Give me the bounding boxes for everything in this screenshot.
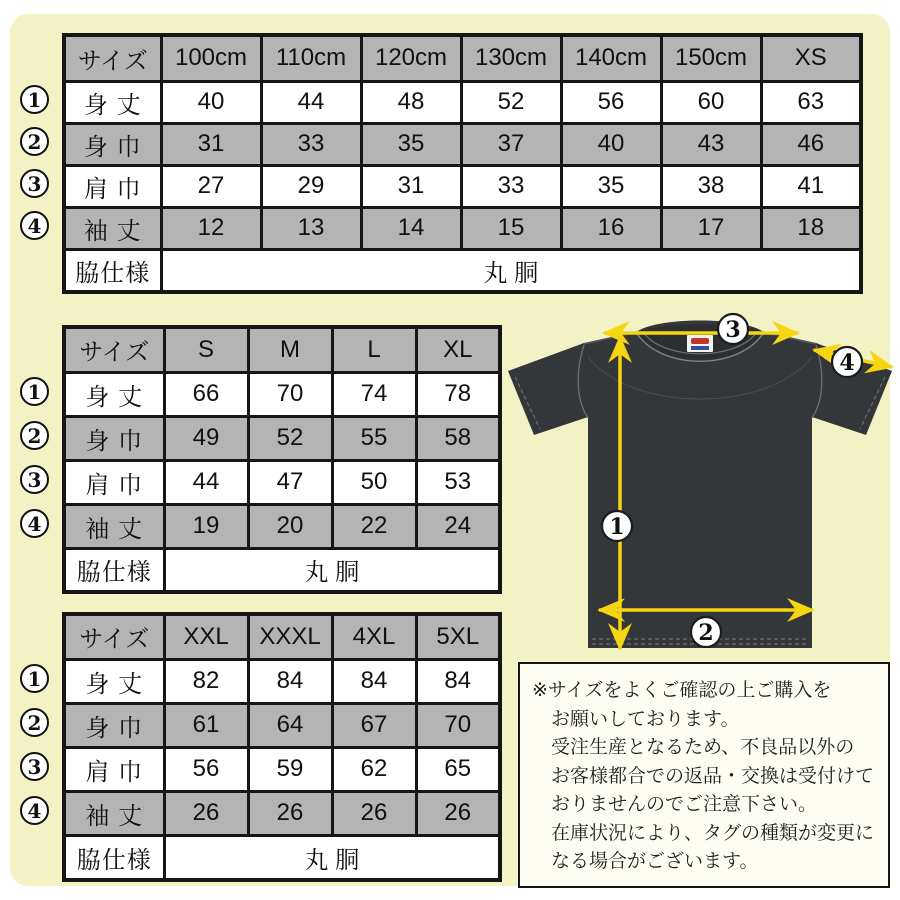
measure-value-cell: 67 [332,703,416,747]
size-column-header: S [164,327,248,372]
measure-value-cell: 26 [248,791,332,835]
measure-value-cell: 62 [332,747,416,791]
measure-value-cell: 70 [416,703,500,747]
side-spec-value: 丸 胴 [164,835,500,880]
row-marker-2: 2 [20,127,49,156]
tshirt-measure-diagram [500,305,900,660]
measure-value-cell: 13 [261,207,361,249]
kids-size-table [62,33,863,294]
measure-row-label: 身 巾 [64,123,161,165]
size-column-header: XXL [164,614,248,659]
big-row-markers [20,612,54,882]
measure-value-cell: 84 [416,659,500,703]
measure-value-cell: 52 [248,416,332,460]
measure-row-label: 身 巾 [64,416,164,460]
measure-value-cell: 27 [161,165,261,207]
size-header-label: サイズ [64,614,164,659]
measure-value-cell: 40 [561,123,661,165]
note-line: お客様都合での返品・交換は受付けて [551,765,875,787]
size-header-label: サイズ [64,327,164,372]
row-marker-4: 4 [20,796,49,825]
measure-value-cell: 61 [164,703,248,747]
note-line: おりませんのでご注意下さい。 [551,794,818,815]
measure-value-cell: 29 [261,165,361,207]
side-spec-label: 脇仕様 [64,249,161,292]
size-column-header: 150cm [661,35,761,81]
diagram-marker-2-label: 2 [698,620,714,646]
row-marker-3: 3 [20,465,49,494]
row-marker-4: 4 [20,211,49,240]
size-column-header: 140cm [561,35,661,81]
measure-value-cell: 16 [561,207,661,249]
measure-value-cell: 70 [248,372,332,416]
measure-value-cell: 33 [261,123,361,165]
measure-row-label: 袖 丈 [64,207,161,249]
measure-value-cell: 55 [332,416,416,460]
diagram-marker-3-label: 3 [725,317,741,343]
diagram-marker-1-label: 1 [609,514,625,540]
measure-value-cell: 56 [561,81,661,123]
measure-value-cell: 56 [164,747,248,791]
measure-value-cell: 65 [416,747,500,791]
measure-value-cell: 78 [416,372,500,416]
measure-value-cell: 22 [332,504,416,548]
size-column-header: XS [761,35,861,81]
side-spec-label: 脇仕様 [64,835,164,880]
measure-value-cell: 58 [416,416,500,460]
measure-value-cell: 46 [761,123,861,165]
size-header-label: サイズ [64,35,161,81]
big-size-table [62,612,502,882]
size-column-header: L [332,327,416,372]
measure-value-cell: 17 [661,207,761,249]
measure-value-cell: 26 [332,791,416,835]
measure-value-cell: 47 [248,460,332,504]
size-column-header: 110cm [261,35,361,81]
adult-size-table-block [27,325,498,594]
measure-row-label: 身 丈 [64,81,161,123]
measure-row-label: 身 丈 [64,659,164,703]
note-line: ※サイズをよくご確認の上ご購入を [532,680,832,701]
side-spec-value: 丸 胴 [164,548,500,592]
diagram-marker-4-label: 4 [839,350,855,376]
kids-row-markers [20,33,54,294]
note-line: 在庫状況により、タグの種類が変更に [551,822,875,844]
measure-value-cell: 15 [461,207,561,249]
row-marker-4: 4 [20,509,49,538]
purchase-note [518,662,890,888]
measure-value-cell: 84 [248,659,332,703]
row-marker-2: 2 [20,708,49,737]
adult-row-markers [20,325,54,594]
measure-value-cell: 26 [416,791,500,835]
measure-value-cell: 59 [248,747,332,791]
measure-row-label: 肩 巾 [64,747,164,791]
measure-value-cell: 24 [416,504,500,548]
measure-value-cell: 31 [161,123,261,165]
note-line: 受注生産となるため、不良品以外の [551,737,855,758]
measure-row-label: 肩 巾 [64,165,161,207]
measure-value-cell: 14 [361,207,461,249]
measure-value-cell: 33 [461,165,561,207]
row-marker-3: 3 [20,169,49,198]
collar-tag-icon [687,335,713,352]
big-size-table-block [27,612,498,882]
measure-value-cell: 12 [161,207,261,249]
kids-size-table-block [27,33,859,294]
measure-row-label: 身 丈 [64,372,164,416]
measure-value-cell: 35 [361,123,461,165]
row-marker-2: 2 [20,421,49,450]
measure-value-cell: 63 [761,81,861,123]
measure-value-cell: 74 [332,372,416,416]
adult-size-table [62,325,502,594]
measure-value-cell: 26 [164,791,248,835]
side-spec-value: 丸 胴 [161,249,861,292]
size-column-header: 5XL [416,614,500,659]
size-column-header: M [248,327,332,372]
measure-value-cell: 64 [248,703,332,747]
size-column-header: 4XL [332,614,416,659]
measure-value-cell: 43 [661,123,761,165]
size-column-header: XXXL [248,614,332,659]
measure-value-cell: 82 [164,659,248,703]
row-marker-1: 1 [20,664,49,693]
measure-value-cell: 52 [461,81,561,123]
measure-row-label: 袖 丈 [64,504,164,548]
measure-value-cell: 40 [161,81,261,123]
measure-row-label: 身 巾 [64,703,164,747]
size-column-header: 100cm [161,35,261,81]
size-column-header: 130cm [461,35,561,81]
note-line: なる場合がございます。 [551,851,759,872]
measure-value-cell: 48 [361,81,461,123]
side-spec-label: 脇仕様 [64,548,164,592]
measure-row-label: 袖 丈 [64,791,164,835]
measure-row-label: 肩 巾 [64,460,164,504]
measure-value-cell: 31 [361,165,461,207]
size-column-header: XL [416,327,500,372]
measure-value-cell: 18 [761,207,861,249]
measure-value-cell: 60 [661,81,761,123]
row-marker-1: 1 [20,377,49,406]
measure-value-cell: 44 [261,81,361,123]
size-column-header: 120cm [361,35,461,81]
row-marker-1: 1 [20,85,49,114]
row-marker-3: 3 [20,752,49,781]
measure-value-cell: 35 [561,165,661,207]
measure-value-cell: 49 [164,416,248,460]
measure-value-cell: 37 [461,123,561,165]
measure-value-cell: 19 [164,504,248,548]
measure-value-cell: 66 [164,372,248,416]
measure-value-cell: 41 [761,165,861,207]
measure-value-cell: 20 [248,504,332,548]
measure-value-cell: 53 [416,460,500,504]
measure-value-cell: 44 [164,460,248,504]
measure-value-cell: 84 [332,659,416,703]
note-line: お願いしております。 [551,708,740,730]
tshirt-graphic [500,305,900,660]
measure-value-cell: 50 [332,460,416,504]
measure-value-cell: 38 [661,165,761,207]
